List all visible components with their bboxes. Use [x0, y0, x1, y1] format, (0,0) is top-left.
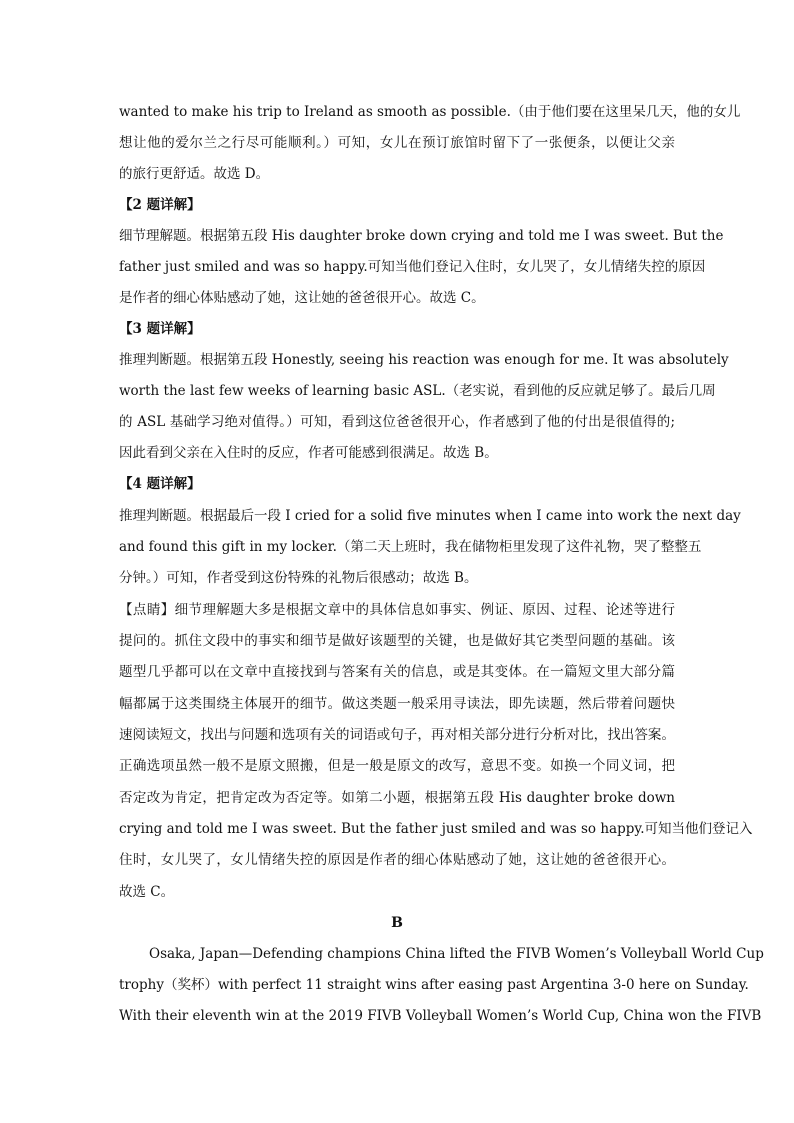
text-line: 因此看到父亲在入住时的反应，作者可能感到很满足。故选 B。 — [119, 445, 498, 461]
text-line: 正确选项虽然一般不是原文照搬，但是一般是原文的改写，意思不变。如换一个同义词，把 — [119, 758, 675, 774]
text-line: 提问的。抓住文段中的事实和细节是做好该题型的关键，也是做好其它类型问题的基础。该 — [119, 633, 675, 649]
text-line: 的旅行更舒适。故选 D。 — [119, 166, 270, 182]
passage-line: Osaka, Japan—Defending champions China lifted the FIVB Women’s Volleyball World Cup — [149, 946, 764, 962]
passage-line: With their eleventh win at the 2019 FIVB Volleyball Women’s World Cup, China won the FIVB — [119, 1008, 762, 1024]
text-line: father just smiled and was so happy.可知当他们登记入住时，女儿哭了，女儿情绪失控的原因 — [119, 259, 706, 275]
text-line: wanted to make his trip to Ireland as smooth as possible.（由于他们要在这里呆几天，他的女儿 — [119, 104, 741, 120]
passage-line: trophy（奖杯）with perfect 11 straight wins after easing past Argentina 3-0 here on Sunday. — [119, 977, 749, 993]
text-line: 住时，女儿哭了，女儿情绪失控的原因是作者的细心体贴感动了她，这让她的爸爸很开心。 — [119, 852, 675, 868]
text-line: 的 ASL 基础学习绝对值得。）可知，看到这位爸爸很开心，作者感到了他的付出是很值得的; — [119, 414, 675, 430]
tip-paragraph-line: 【点睛】细节理解题大多是根据文章中的具体信息如事实、例证、原因、过程、论述等进行 — [119, 602, 675, 618]
text-line: 分钟。）可知，作者受到这份特殊的礼物后很感动；故选 B。 — [119, 570, 478, 586]
text-line: 故选 C。 — [119, 884, 175, 900]
text-line: and found this gift in my locker.（第二天上班时，我在储物柜里发现了这件礼物，哭了整整五 — [119, 539, 702, 555]
section-title-b: B — [391, 915, 403, 931]
section-heading-q3: 【3 题详解】 — [119, 321, 201, 337]
text-line: 幅都属于这类围绕主体展开的细节。做这类题一般采用寻读法，即先读题，然后带着问题快 — [119, 696, 675, 712]
text-line: 想让他的爱尔兰之行尽可能顺利。）可知，女儿在预订旅馆时留下了一张便条，以便让父亲 — [119, 135, 675, 151]
text-line: 否定改为肯定，把肯定改为否定等。如第二小题，根据第五段 His daughter broke down — [119, 790, 675, 806]
section-heading-q4: 【4 题详解】 — [119, 476, 201, 492]
text-line: 细节理解题。根据第五段 His daughter broke down crying and told me I was sweet. But the — [119, 228, 724, 244]
text-line: worth the last few weeks of learning basic ASL.（老实说，看到他的反应就足够了。最后几周 — [119, 383, 716, 399]
text-line: 推理判断题。根据最后一段 I cried for a solid five minutes when I came into work the next day — [119, 508, 741, 524]
section-heading-q2: 【2 题详解】 — [119, 197, 201, 213]
text-line: 推理判断题。根据第五段 Honestly, seeing his reaction was enough for me. It was absolutely — [119, 352, 729, 368]
text-line: 题型几乎都可以在文章中直接找到与答案有关的信息，或是其变体。在一篇短文里大部分篇 — [119, 664, 675, 680]
text-line: 速阅读短文，找出与问题和选项有关的词语或句子，再对相关部分进行分析对比，找出答案。 — [119, 727, 675, 743]
text-line: 是作者的细心体贴感动了她，这让她的爸爸很开心。故选 C。 — [119, 290, 485, 306]
text-line: crying and told me I was sweet. But the father just smiled and was so happy.可知当他们登记入 — [119, 821, 753, 837]
